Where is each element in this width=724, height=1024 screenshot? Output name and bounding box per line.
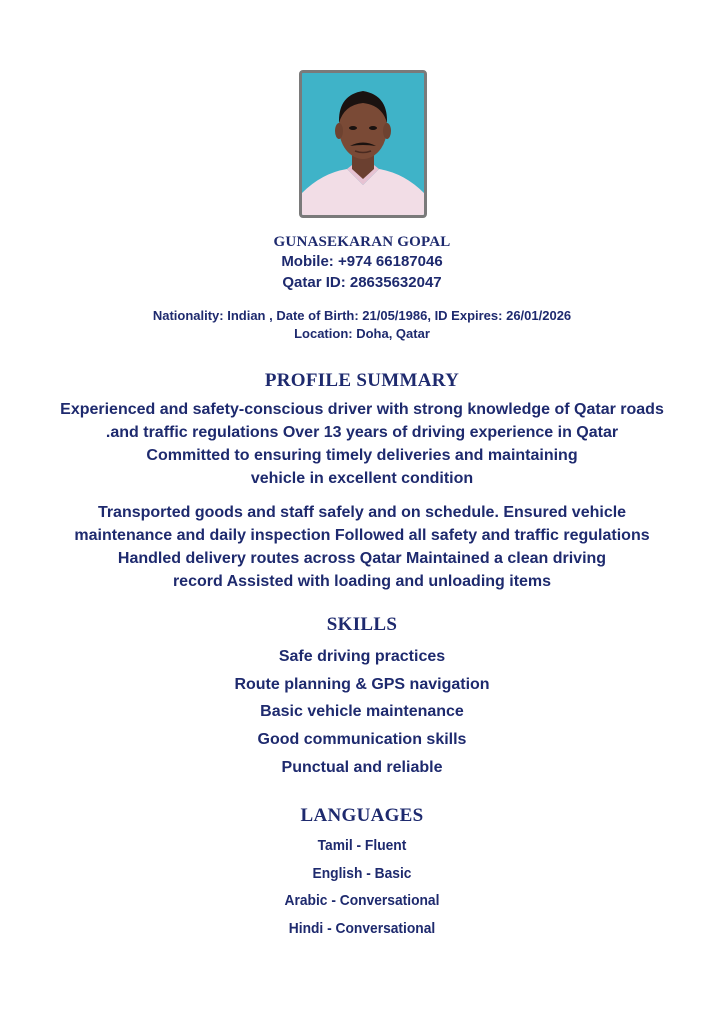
qatar-id: Qatar ID: 28635632047 [282, 274, 442, 291]
skill-item: Good communication skills [257, 731, 467, 748]
summary-line: vehicle in excellent condition [250, 470, 474, 487]
mobile-number: Mobile: +974 66187046 [281, 253, 443, 270]
summary-line: .and traffic regulations Over 13 years of driving experience in Qatar [105, 424, 619, 441]
summary-line: record Assisted with loading and unloading items [172, 573, 552, 590]
profile-photo [299, 70, 427, 218]
profile-summary-paragraph-1 [0, 398, 724, 490]
portrait-image [302, 73, 424, 215]
skill-item: Basic vehicle maintenance [260, 703, 464, 720]
profile-summary-paragraph-2 [0, 501, 724, 593]
skills-heading: SKILLS [326, 614, 398, 635]
location: Location: Doha, Qatar [294, 326, 430, 341]
skill-item: Route planning & GPS navigation [234, 676, 490, 693]
language-item: Hindi - Conversational [288, 920, 436, 937]
summary-line: Committed to ensuring timely deliveries and maintaining [146, 447, 578, 464]
summary-line: maintenance and daily inspection Followed all safety and traffic regulations [74, 527, 650, 544]
summary-line: Handled delivery routes across Qatar Maintained a clean driving [117, 550, 607, 567]
summary-line: Experienced and safety-conscious driver with strong knowledge of Qatar roads [60, 401, 664, 418]
candidate-name: GUNASEKARAN GOPAL [273, 234, 451, 250]
language-item: Tamil - Fluent [317, 837, 407, 854]
profile-summary-heading: PROFILE SUMMARY [264, 370, 460, 391]
languages-heading: LANGUAGES [300, 805, 424, 826]
language-item: Arabic - Conversational [284, 892, 440, 909]
personal-details: Nationality: Indian , Date of Birth: 21/05/1986, ID Expires: 26/01/2026 [152, 308, 572, 323]
skill-item: Punctual and reliable [281, 759, 443, 776]
skill-item: Safe driving practices [278, 648, 446, 665]
language-item: English - Basic [312, 865, 412, 882]
summary-line: Transported goods and staff safely and on schedule. Ensured vehicle [97, 504, 627, 521]
